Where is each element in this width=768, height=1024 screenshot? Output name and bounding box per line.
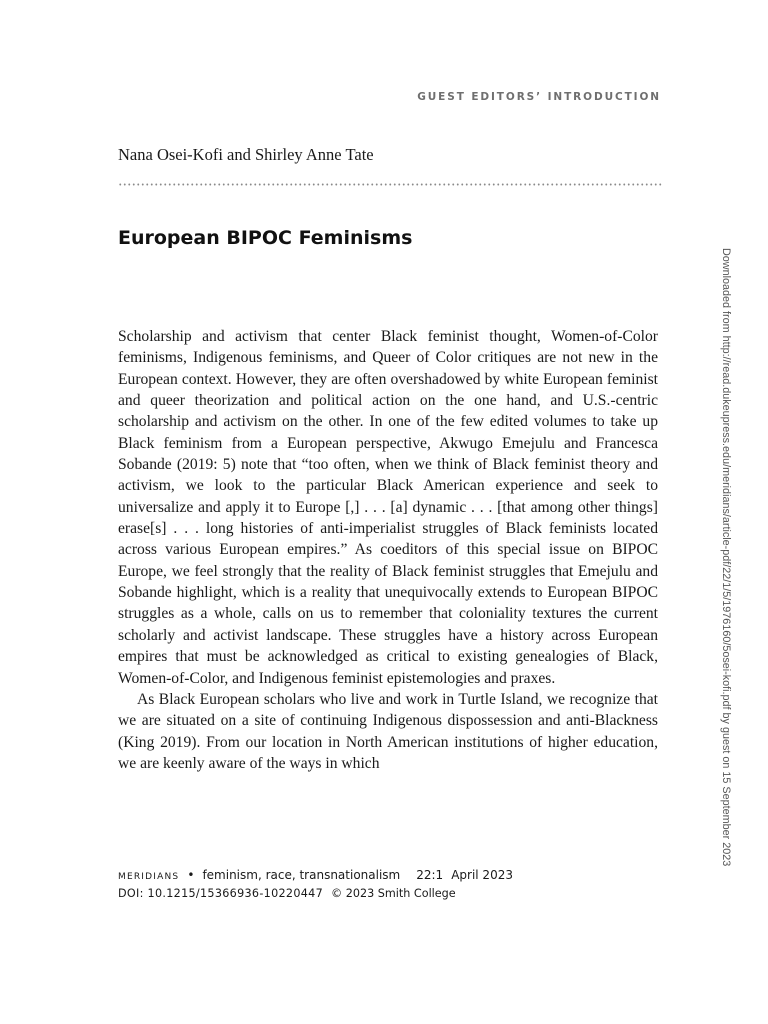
body-paragraph-1: Scholarship and activism that center Black feminist thought, Women-of-Color feminisms, Indigenous feminisms, and Queer of Color critiques are not new in the European context. However, they are often overshadowed by white European feminist and queer theorization and political action on the one hand, and U.S.-centric scholarship and activism on the other. In one of the few edited volumes to take up Black feminism from a European perspective, Akwugo Emejulu and Francesca Sobande (2019: 5) note that “too often, when we think of Black feminist theory and activism, we look to the particular Black American experience and seek to universalize and apply it to Europe [,] . . . [a] dynamic . . . [that among other things] erase[s] . . . long histories of anti-imperialist struggles of Black feminists located across various European empires.” As coeditors of this special issue on BIPOC Europe, we feel strongly that the reality of Black feminist struggles that Emejulu and Sobande highlight, which is a reality that unequivocally extends to European BIPOC struggles as a whole, calls on us to remember that coloniality textures the current scholarly and activist landscape. These struggles have a history across European empires that must be acknowledged as critical to existing genealogies of Black, Women-of-Color, and Indigenous feminist epistemologies and praxes. xyxy=(118,328,658,687)
copyright-text: © 2023 Smith College xyxy=(331,887,456,900)
article-body xyxy=(118,326,658,774)
dotted-divider xyxy=(118,183,662,186)
journal-date: April 2023 xyxy=(451,868,513,882)
journal-footer xyxy=(118,867,513,882)
section-label: GUEST EDITORS’ INTRODUCTION xyxy=(417,91,661,103)
author-names: Nana Osei-Kofi and Shirley Anne Tate xyxy=(118,145,374,164)
doi-footer xyxy=(118,887,456,900)
body-paragraph-2: As Black European scholars who live and work in Turtle Island, we recognize that we are situated on a site of continuing Indigenous dispossession and anti-Blackness (King 2019). From our location in North American institutions of higher education, we are keenly aware of the ways in which xyxy=(118,690,658,772)
journal-name: meridians xyxy=(118,867,180,882)
doi-text: DOI: 10.1215/15366936-10220447 xyxy=(118,887,323,900)
journal-subtitle: feminism, race, transnationalism xyxy=(202,868,401,882)
footer-separator: • xyxy=(187,868,195,882)
article-title: European BIPOC Feminisms xyxy=(118,227,413,249)
download-watermark: Downloaded from http://read.dukeupress.edu/meridians/article-pdf/22/1/5/1976160/5osei-kofi.pdf by guest on 15 September 2023 xyxy=(720,248,732,867)
journal-issue: 22:1 xyxy=(416,868,444,882)
